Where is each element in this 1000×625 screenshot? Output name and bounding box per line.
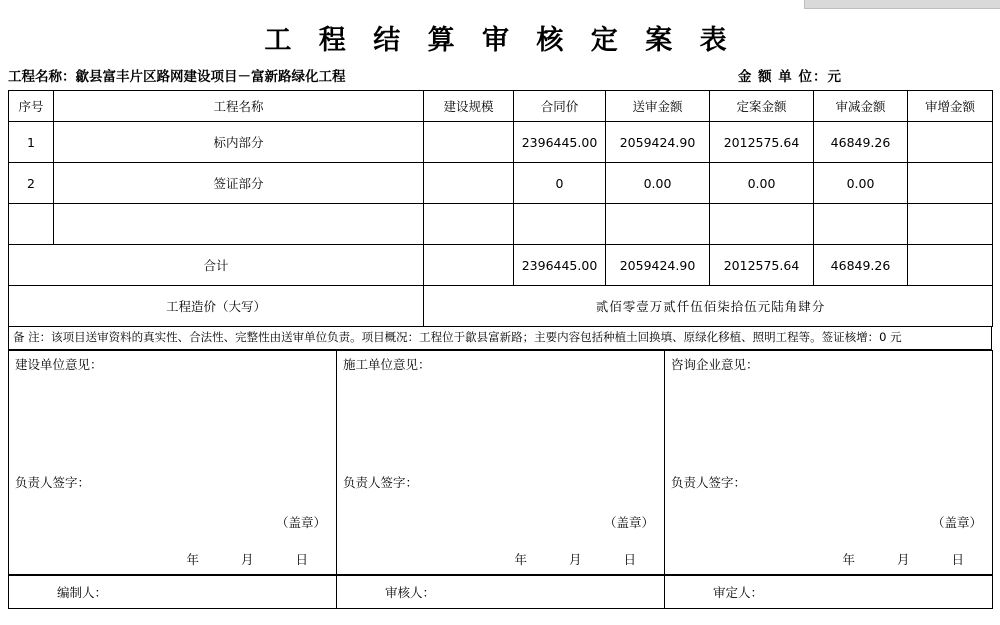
cell-contract: 0 <box>514 163 606 204</box>
capital-amount-row <box>9 286 993 327</box>
cell-scale <box>424 122 514 163</box>
table-header-row <box>9 91 993 122</box>
project-name-value: 歙县富丰片区路网建设项目－富新路绿化工程 <box>75 69 346 85</box>
table-row <box>9 122 993 163</box>
cell-reduced <box>814 204 908 245</box>
cell-contract: 2396445.00 <box>514 122 606 163</box>
opinions-row <box>9 351 993 575</box>
project-name-label: 工程名称： <box>8 69 76 85</box>
total-submitted: 2059424.90 <box>606 245 710 286</box>
opinion-date-month: 月 <box>896 552 910 567</box>
cell-reduced: 46849.26 <box>814 122 908 163</box>
page-title: 工 程 结 算 审 核 定 案 表 <box>264 25 736 56</box>
total-settled: 2012575.64 <box>710 245 814 286</box>
remark-block: 备 注：该项目送审资料的真实性、合法性、完整性由送审单位负责。项目概况：工程位于歙县富新路；主要内容包括种植土回换填、原绿化移植、照明工程等。签证核增：0 元 <box>8 327 992 350</box>
opinion-date-year: 年 <box>186 552 199 567</box>
settlement-table <box>8 90 993 327</box>
table-row <box>9 204 993 245</box>
total-reduced: 46849.26 <box>814 245 908 286</box>
opinion-date-line <box>671 550 986 568</box>
opinion-title: 建设单位意见： <box>15 357 103 372</box>
col-header-scale: 建设规模 <box>424 91 514 122</box>
total-contract: 2396445.00 <box>514 245 606 286</box>
cell-increased <box>908 122 993 163</box>
opinion-date-line <box>15 550 330 568</box>
table-total-row <box>9 245 993 286</box>
table-row <box>9 163 993 204</box>
opinion-cell-consultant <box>665 351 993 575</box>
opinion-seal-label: （盖章） <box>275 515 326 530</box>
footer-approver: 审定人： <box>665 576 993 609</box>
opinion-date-day: 日 <box>951 552 964 567</box>
cell-settled: 2012575.64 <box>710 122 814 163</box>
opinion-inner <box>671 355 986 570</box>
opinion-date-month: 月 <box>568 552 582 567</box>
capital-amount-value: 贰佰零壹万贰仟伍佰柒拾伍元陆角肆分 <box>424 286 993 327</box>
col-header-reduced: 审减金额 <box>814 91 908 122</box>
window-corner-strip <box>804 0 1000 9</box>
opinion-signature-label: 负责人签字： <box>343 475 419 490</box>
cell-scale <box>424 204 514 245</box>
opinion-title: 施工单位意见： <box>343 357 431 372</box>
footer-reviewer: 审核人： <box>337 576 665 609</box>
cell-increased <box>908 163 993 204</box>
opinion-signature-label: 负责人签字： <box>15 475 91 490</box>
project-header <box>0 65 1000 90</box>
col-header-settled: 定案金额 <box>710 91 814 122</box>
cell-scale <box>424 163 514 204</box>
capital-amount-label: 工程造价（大写） <box>9 286 424 327</box>
footer-preparer: 编制人： <box>9 576 337 609</box>
opinion-title: 咨询企业意见： <box>671 357 759 372</box>
cell-contract <box>514 204 606 245</box>
cell-index: 1 <box>9 122 54 163</box>
opinion-date-year: 年 <box>514 552 527 567</box>
cell-submitted <box>606 204 710 245</box>
opinion-date-day: 日 <box>295 552 308 567</box>
col-header-submitted: 送审金额 <box>606 91 710 122</box>
opinion-signature-label: 负责人签字： <box>671 475 747 490</box>
total-label: 合计 <box>9 245 424 286</box>
opinion-date-year: 年 <box>842 552 855 567</box>
opinion-seal-label: （盖章） <box>931 515 982 530</box>
col-header-index: 序号 <box>9 91 54 122</box>
cell-index <box>9 204 54 245</box>
col-header-name: 工程名称 <box>54 91 424 122</box>
opinion-date-month: 月 <box>240 552 254 567</box>
total-scale <box>424 245 514 286</box>
cell-index: 2 <box>9 163 54 204</box>
cell-reduced: 0.00 <box>814 163 908 204</box>
cell-settled: 0.00 <box>710 163 814 204</box>
cell-name: 标内部分 <box>54 122 424 163</box>
col-header-increased: 审增金额 <box>908 91 993 122</box>
cell-name: 签证部分 <box>54 163 424 204</box>
project-name-block <box>8 65 346 85</box>
footer-table <box>8 575 993 609</box>
footer-row <box>9 576 993 609</box>
amount-unit-label: 金 额 单 位：元 <box>737 69 842 85</box>
opinion-date-line <box>343 550 658 568</box>
cell-increased <box>908 204 993 245</box>
opinion-cell-contractor <box>337 351 665 575</box>
opinion-inner <box>343 355 658 570</box>
cell-submitted: 2059424.90 <box>606 122 710 163</box>
cell-settled <box>710 204 814 245</box>
opinions-table <box>8 350 993 575</box>
cell-name <box>54 204 424 245</box>
opinion-inner <box>15 355 330 570</box>
cell-submitted: 0.00 <box>606 163 710 204</box>
total-increased <box>908 245 993 286</box>
opinion-cell-construction <box>9 351 337 575</box>
opinion-date-day: 日 <box>623 552 636 567</box>
opinion-seal-label: （盖章） <box>603 515 654 530</box>
col-header-contract: 合同价 <box>514 91 606 122</box>
